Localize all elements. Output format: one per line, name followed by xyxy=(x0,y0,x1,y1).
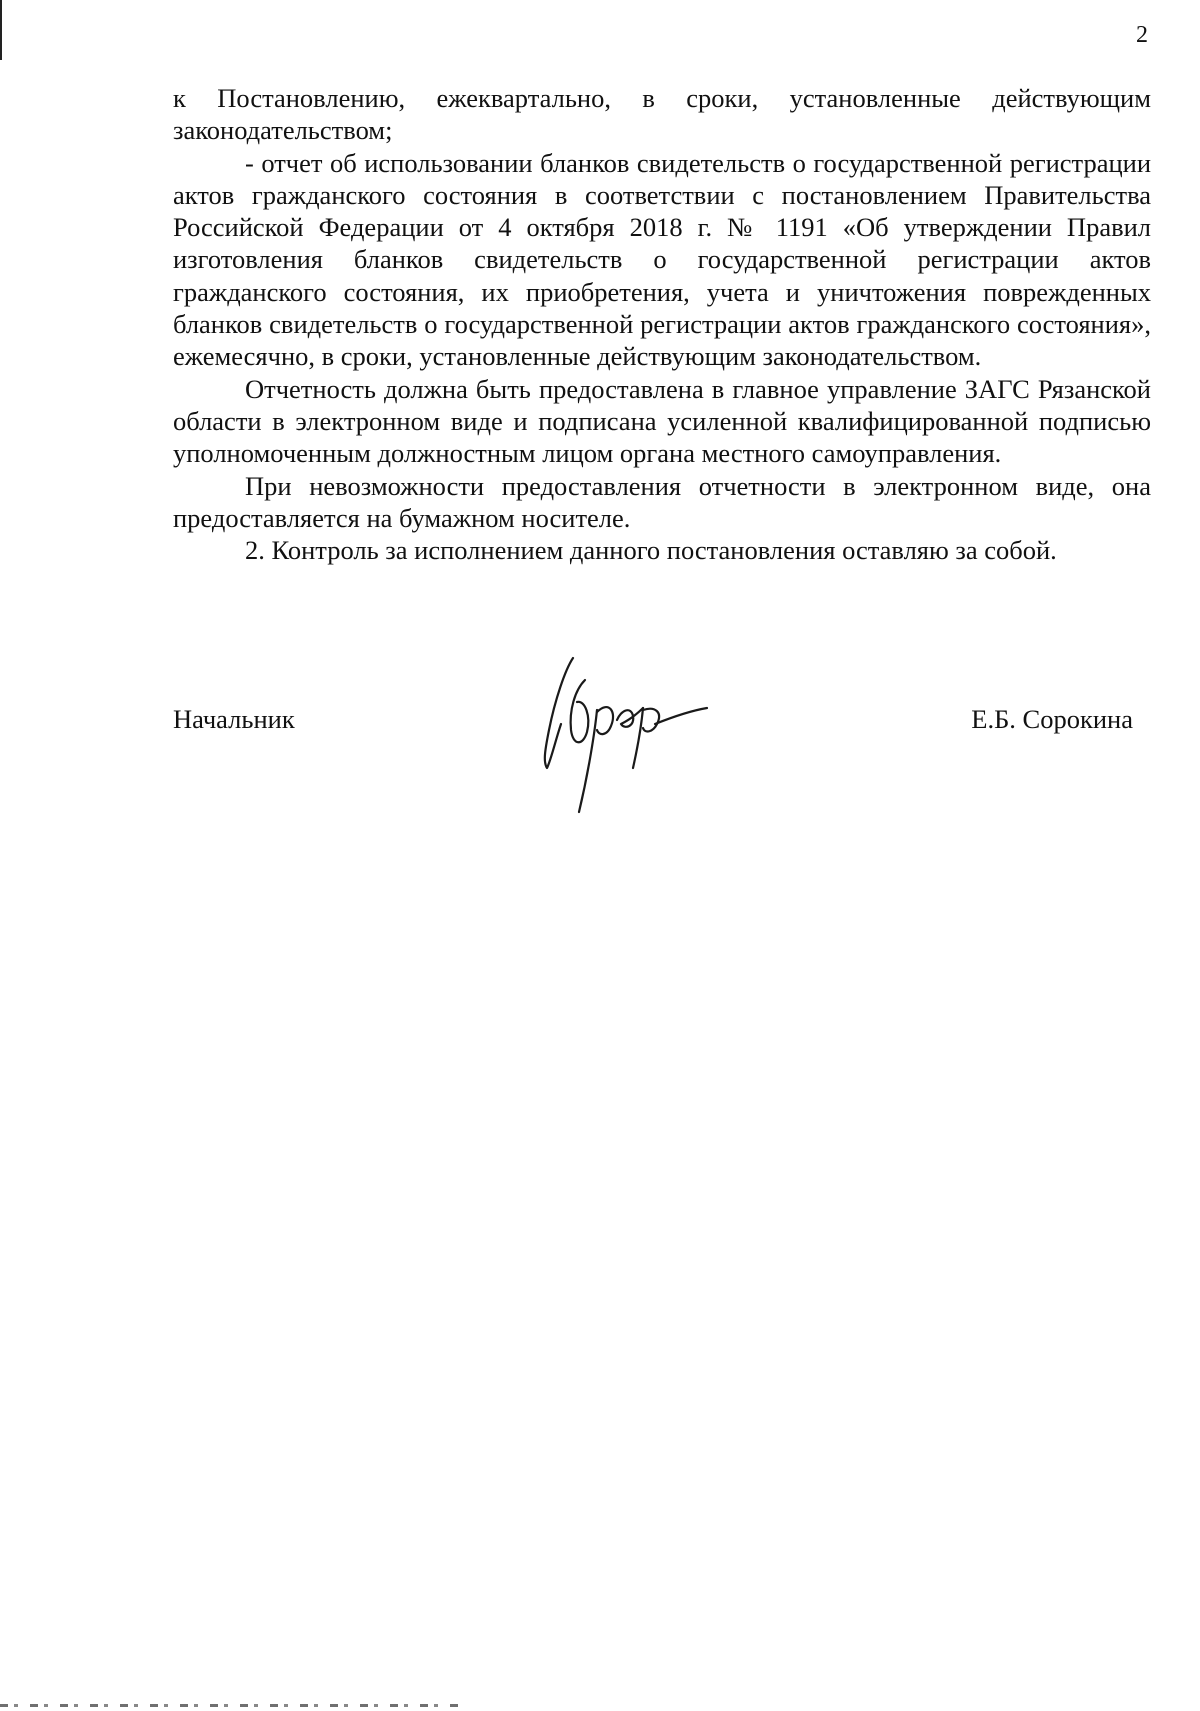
handwritten-signature-icon xyxy=(525,650,725,840)
paragraph-report-item: - отчет об использовании бланков свидетельств о государственной регистрации актов гражданского состояния в соответствии с постановлением Правительства Российской Федерации от 4 октября 2018 г. № 1191 «Об утверждении Правил изготовления бланков свидетельств о государственной регистрации актов гражданского состояния, их приобретения, учета и уничтожения поврежденных бланков свидетельств о государственной регистрации актов гражданского состояния», ежемесячно, в сроки, установленные действующим законодательством. xyxy=(173,147,1151,372)
document-body xyxy=(173,82,1151,566)
scan-edge-line xyxy=(0,0,2,60)
paragraph-reporting-requirement: Отчетность должна быть предоставлена в главное управление ЗАГС Рязанской области в электронном виде и подписана усиленной квалифицированной подписью уполномоченным должностным лицом органа местного самоуправления. xyxy=(173,373,1151,469)
signer-name: Е.Б. Сорокина xyxy=(971,704,1133,734)
signer-position: Начальник xyxy=(173,704,295,734)
page-number: 2 xyxy=(1136,22,1148,48)
scan-bottom-artifact xyxy=(0,1704,460,1707)
paragraph-paper-fallback: При невозможности предоставления отчетности в электронном виде, она предоставляется на бумажном носителе. xyxy=(173,470,1151,533)
paragraph-control-clause: 2. Контроль за исполнением данного постановления оставляю за собой. xyxy=(245,535,1057,566)
paragraph-continuation: к Постановлению, ежеквартально, в сроки, установленные действующим законодательством; xyxy=(173,83,1151,146)
